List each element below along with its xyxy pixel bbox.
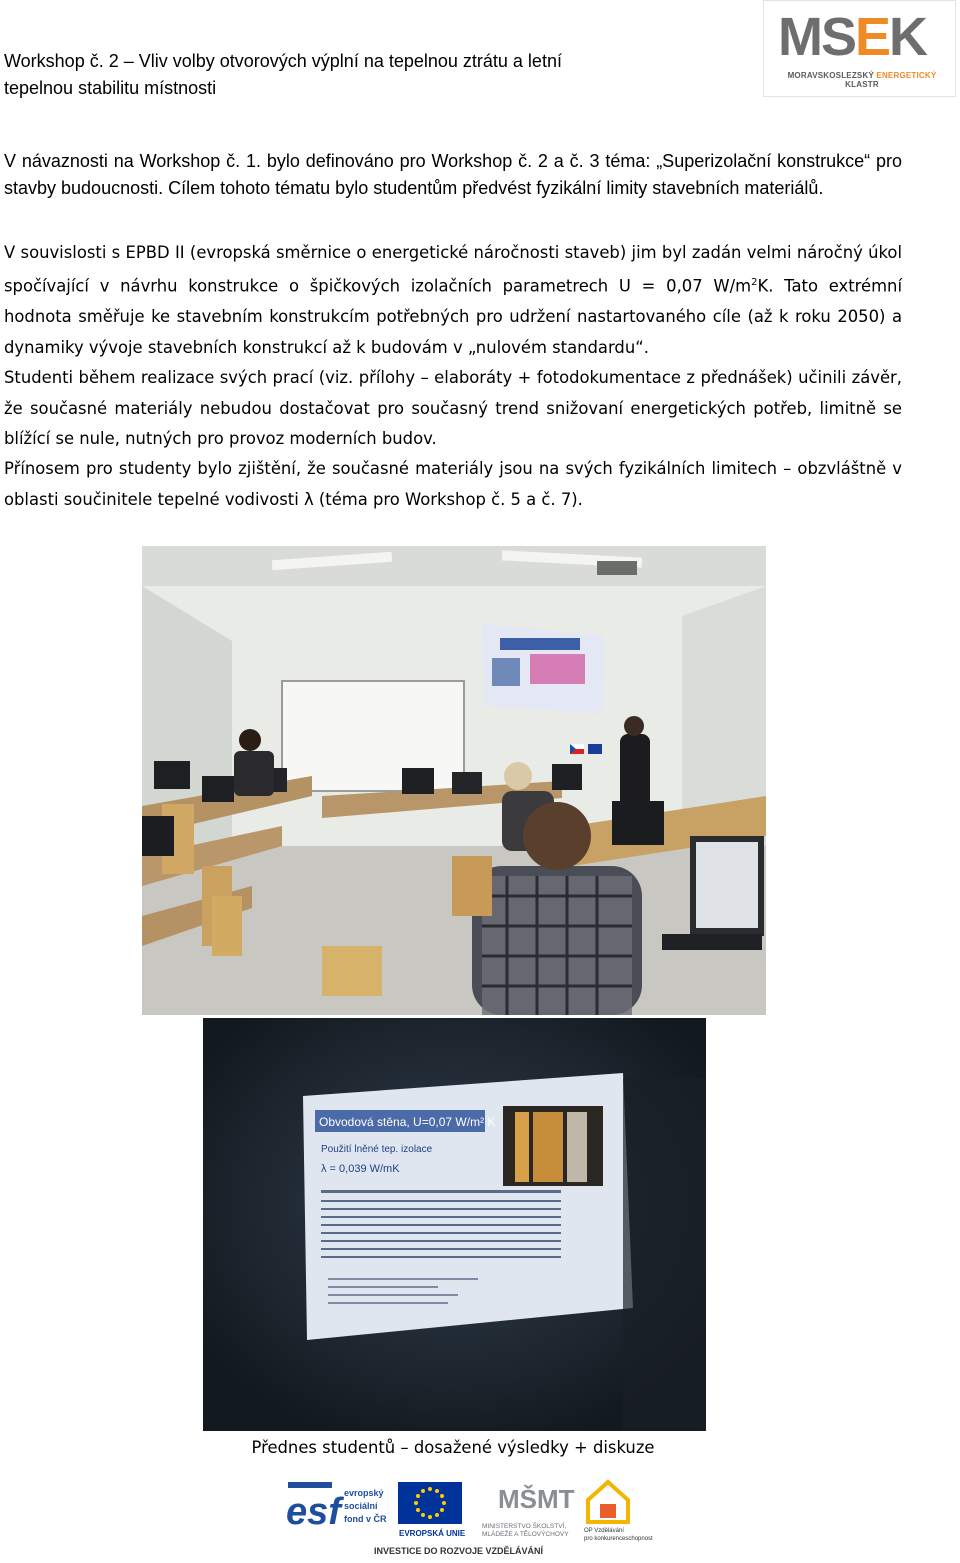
svg-text:MINISTERSTVO ŠKOLSTVÍ,: MINISTERSTVO ŠKOLSTVÍ, — [482, 1523, 567, 1530]
footer-logos — [286, 1478, 666, 1558]
title-line-2: tepelnou stabilitu místnosti — [4, 78, 217, 98]
eu-flag-logo — [398, 1482, 466, 1538]
slide-title: Obvodová stěna, U=0,07 W/m² K — [319, 1115, 496, 1129]
slide-subtitle: Použití lněné tep. izolace — [321, 1144, 433, 1155]
title-line-1: Workshop č. 2 – Vliv volby otvorových výplní na tepelnou ztrátu a letní — [4, 51, 562, 71]
svg-text:EVROPSKÁ UNIE: EVROPSKÁ UNIE — [399, 1529, 466, 1538]
body-text — [4, 238, 902, 515]
svg-text:MLÁDEŽE A TĚLOVÝCHOVY: MLÁDEŽE A TĚLOVÝCHOVY — [482, 1531, 569, 1538]
msmt-logo — [482, 1484, 575, 1538]
body-paragraph-1: V souvislosti s EPBD II (evropská směrnice o energetické náročnosti staveb) jim byl zadán velmi náročný úkol spočívající v návrhu konstrukce o špičkových izolačních parametrech U = 0,07 $W/m^2K$. Tato extrémní hodnota směřuje ke stavebním konstrukcím potřebných pro udržení nastartovaného cíle (až k roku 2050) a dynamiky vývoje stavebních konstrukcí až k budovám v „nulovém standardu“. — [4, 243, 903, 357]
photo-caption: Přednes studentů – dosažené výsledky + diskuze — [251, 1438, 655, 1457]
intro-paragraph: V návaznosti na Workshop č. 1. bylo definováno pro Workshop č. 2 a č. 3 téma: „Superizolační konstrukce“ pro stavby budoucnosti. Cílem tohoto tématu bylo studentům předvést fyzikální limity stavebních materiálů. — [4, 151, 902, 198]
svg-text:MŠMT: MŠMT — [498, 1484, 575, 1514]
svg-text:fond v ČR: fond v ČR — [344, 1514, 387, 1524]
footer-slogan: INVESTICE DO ROZVOJE VZDĚLÁVÁNÍ — [374, 1546, 544, 1556]
classroom-photo — [142, 546, 766, 1015]
svg-text:sociální: sociální — [344, 1501, 378, 1511]
msek-logo — [763, 0, 956, 97]
op-logo — [584, 1482, 653, 1542]
body-paragraph-2: Studenti během realizace svých prací (viz. přílohy – elaboráty + fotodokumentace z přednášek) učinili závěr, že současné materiály nebudou dostačovat pro současný trend snižovaní energetických potřeb, limitně se blížící se nule, nutných pro provoz moderních budov. — [4, 368, 902, 448]
logo-subtitle: MORAVSKOSLEZSKÝ ENERGETICKÝ KLASTR — [787, 71, 937, 89]
logo-wordmark: MSEK — [778, 7, 927, 67]
body-paragraph-3: Přínosem pro studenty bylo zjištění, že současné materiály jsou na svých fyzikálních limitech – obzvláštně v oblasti součinitele tepelné vodivosti λ (téma pro Workshop č. 5 a č. 7). — [4, 459, 902, 509]
svg-text:evropský: evropský — [344, 1488, 384, 1498]
esf-wordmark: esf — [286, 1491, 341, 1533]
document-title — [4, 48, 704, 102]
svg-text:pro konkurenceschopnost: pro konkurenceschopnost — [584, 1536, 653, 1542]
slide-lambda: λ = 0,039 W/mK — [321, 1163, 400, 1175]
esf-logo — [286, 1482, 387, 1533]
projection-photo — [203, 1018, 706, 1431]
svg-text:OP Vzdělávání: OP Vzdělávání — [584, 1528, 624, 1534]
